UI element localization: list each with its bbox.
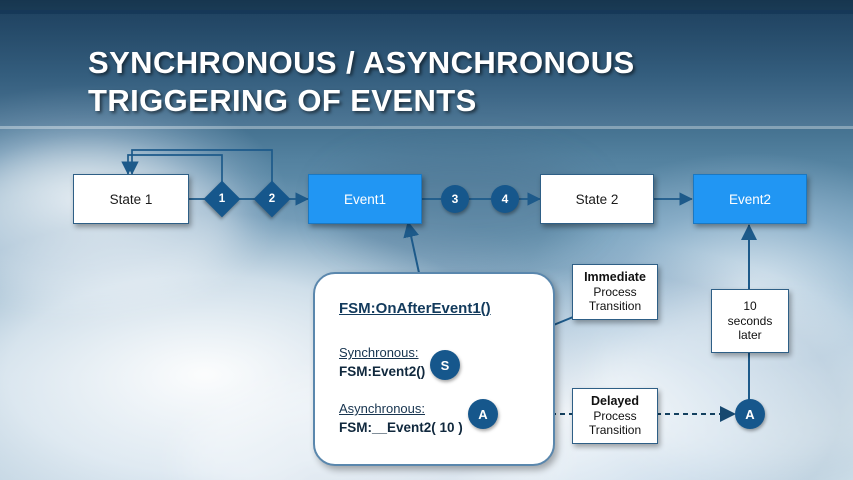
node-state-2[interactable]: [540, 174, 654, 224]
node-label: Event2: [728, 191, 772, 207]
note-title: 10: [743, 299, 757, 314]
node-event-1[interactable]: [308, 174, 422, 224]
step-circle-3: [441, 185, 469, 213]
callout-sync-value: FSM:Event2(): [339, 364, 426, 379]
node-event-2[interactable]: [693, 174, 807, 224]
diamond-2-label: 2: [268, 193, 276, 205]
callout-async-label: Asynchronous:: [339, 401, 425, 416]
note-line-1: Process: [593, 284, 637, 299]
page-title-line2: TRIGGERING OF EVENTS: [88, 83, 477, 119]
node-label: State 2: [575, 191, 619, 207]
note-line-1: Process: [593, 408, 637, 423]
callout-sync-label: Synchronous:: [339, 345, 419, 360]
callout-header: FSM:OnAfterEvent1(): [339, 300, 491, 317]
diamond-1-label: 1: [218, 193, 226, 205]
step-circle-label: 3: [451, 192, 459, 206]
note-line-1: seconds: [727, 313, 773, 328]
page-title-line1: SYNCHRONOUS / ASYNCHRONOUS: [88, 45, 635, 80]
async-target-label: A: [745, 406, 755, 422]
node-label: Event1: [343, 191, 387, 207]
note-delayed: [572, 388, 658, 444]
note-title: Immediate: [584, 270, 646, 285]
step-circle-label: 4: [501, 192, 509, 206]
note-immediate: [572, 264, 658, 320]
note-line-2: Transition: [588, 423, 642, 438]
node-state-1[interactable]: [73, 174, 189, 224]
note-line-2: later: [738, 328, 762, 343]
async-target-circle: [735, 399, 765, 429]
async-marker-label: A: [478, 406, 488, 422]
note-line-2: Transition: [588, 299, 642, 314]
sync-marker-label: S: [440, 357, 450, 373]
callout-async-value: FSM:__Event2( 10 ): [339, 420, 463, 435]
sync-marker-circle: [430, 350, 460, 380]
node-label: State 1: [109, 191, 153, 207]
step-circle-4: [491, 185, 519, 213]
async-marker-circle: [468, 399, 498, 429]
note-title: Delayed: [591, 394, 639, 409]
note-delay: [711, 289, 789, 353]
